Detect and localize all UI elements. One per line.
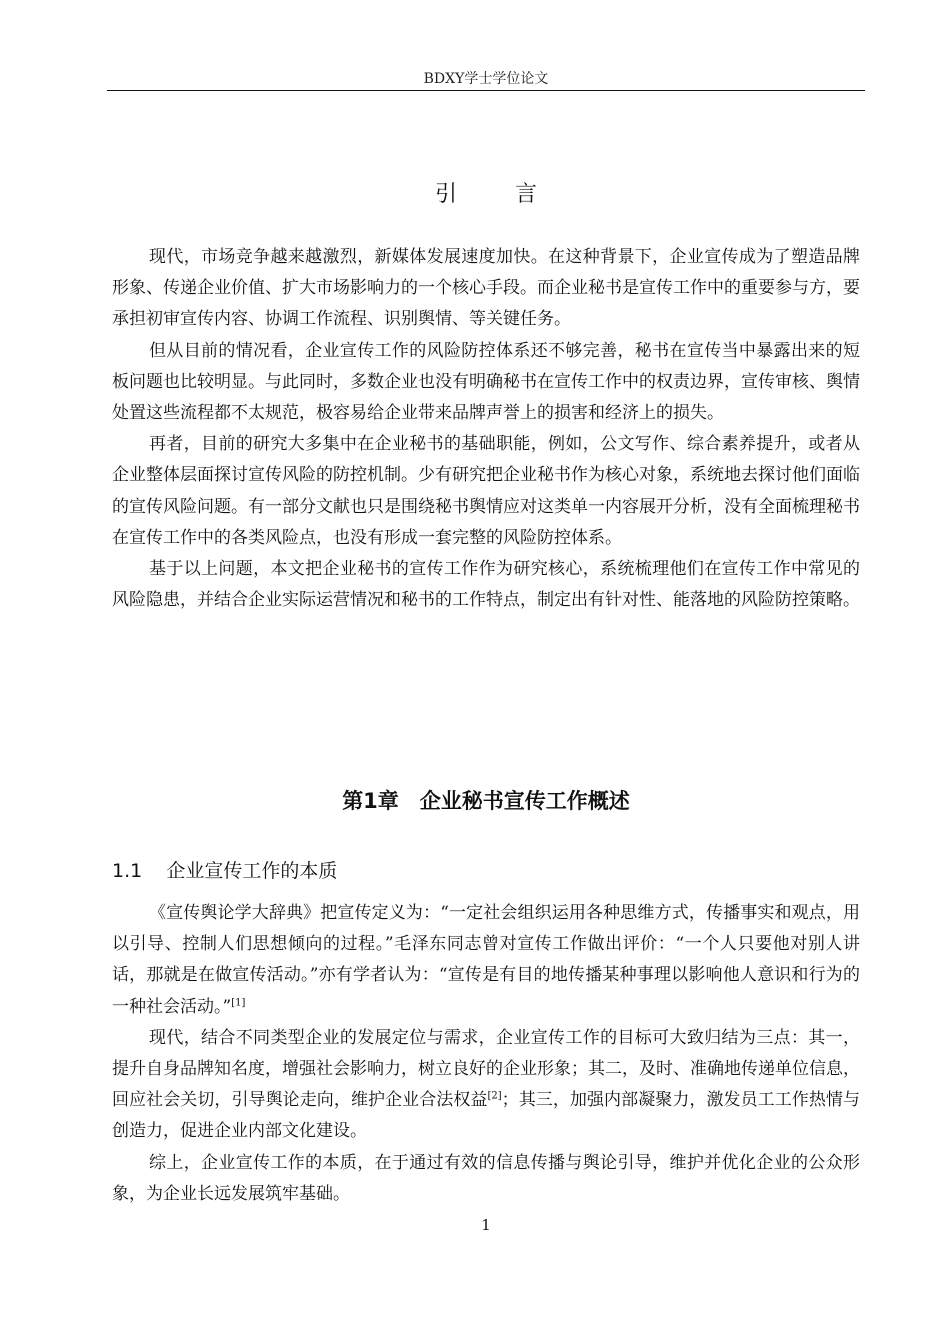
section-body — [112, 898, 860, 1210]
paragraph-text: ；其三，加强内部凝聚力，激发员工工作热情与创造力，促进企业内部文化建设。 — [112, 1090, 861, 1142]
section-heading — [112, 855, 337, 887]
intro-title: 引言 — [434, 182, 595, 207]
paragraph-text: 现代，结合不同类型企业的发展定位与需求，企业宣传工作的目标可大致归结为三点：其一，提升自身品牌知名度，增强社会影响力，树立良好的企业形象；其二，及时、准确地传递单位信息，回应社会关切，引导舆论走向，维护企业合法权益 — [112, 1027, 860, 1111]
chapter-title: 第1章 企业秘书宣传工作概述 — [342, 789, 630, 813]
section-paragraph: 综上，企业宣传工作的本质，在于通过有效的信息传播与舆论引导，维护并优化企业的公众形象，为企业长远发展筑牢基础。 — [112, 1152, 860, 1204]
citation-marker: [1] — [231, 996, 246, 1008]
section-number: 1.1 — [112, 860, 143, 882]
intro-paragraph: 现代，市场竞争越来越激烈，新媒体发展速度加快。在这种背景下，企业宣传成为了塑造品牌形象、传递企业价值、扩大市场影响力的一个核心手段。而企业秘书是宣传工作中的重要参与方，要承担初审宣传内容、协调工作流程、识别舆情、等关键任务。 — [112, 247, 860, 330]
citation-marker: [2] — [487, 1090, 502, 1102]
paragraph-text: 《宣传舆论学大辞典》把宣传定义为：“一定社会组织运用各种思维方式，传播事实和观点，用以引导、控制人们思想倾向的过程。”毛泽东同志曾对宣传工作做出评价：“一个人只要他对别人讲话，那就是在做宣传活动。”亦有学者认为：“宣传是有目的地传播某种事理以影响他人意识和行为的一种社会活动。” — [112, 903, 860, 1017]
section-title: 企业宣传工作的本质 — [166, 860, 338, 882]
intro-paragraph: 但从目前的情况看，企业宣传工作的风险防控体系还不够完善，秘书在宣传当中暴露出来的短板问题也比较明显。与此同时，多数企业也没有明确秘书在宣传工作中的权责边界，宣传审核、舆情处置这些流程都不太规范，极容易给企业带来品牌声誉上的损害和经济上的损失。 — [112, 340, 860, 424]
section-paragraph — [112, 898, 860, 1023]
intro-paragraph: 基于以上问题，本文把企业秘书的宣传工作作为研究核心，系统梳理他们在宣传工作中常见的风险隐患，并结合企业实际运营情况和秘书的工作特点，制定出有针对性、能落地的风险防控策略。 — [112, 559, 860, 611]
running-header: BDXY学士学位论文 — [423, 71, 549, 87]
intro-paragraph: 再者，目前的研究大多集中在企业秘书的基础职能，例如，公文写作、综合素养提升，或者从企业整体层面探讨宣传风险的防控机制。少有研究把企业秘书作为核心对象，系统地去探讨他们面临的宣传风险问题。有一部分文献也只是围绕秘书舆情应对这类单一内容展开分析，没有全面梳理秘书在宣传工作中的各类风险点，也没有形成一套完整的风险防控体系。 — [112, 434, 860, 548]
section-paragraph — [112, 1023, 860, 1148]
page-number: 1 — [481, 1216, 491, 1234]
intro-body — [112, 242, 860, 616]
header-rule — [107, 90, 865, 91]
